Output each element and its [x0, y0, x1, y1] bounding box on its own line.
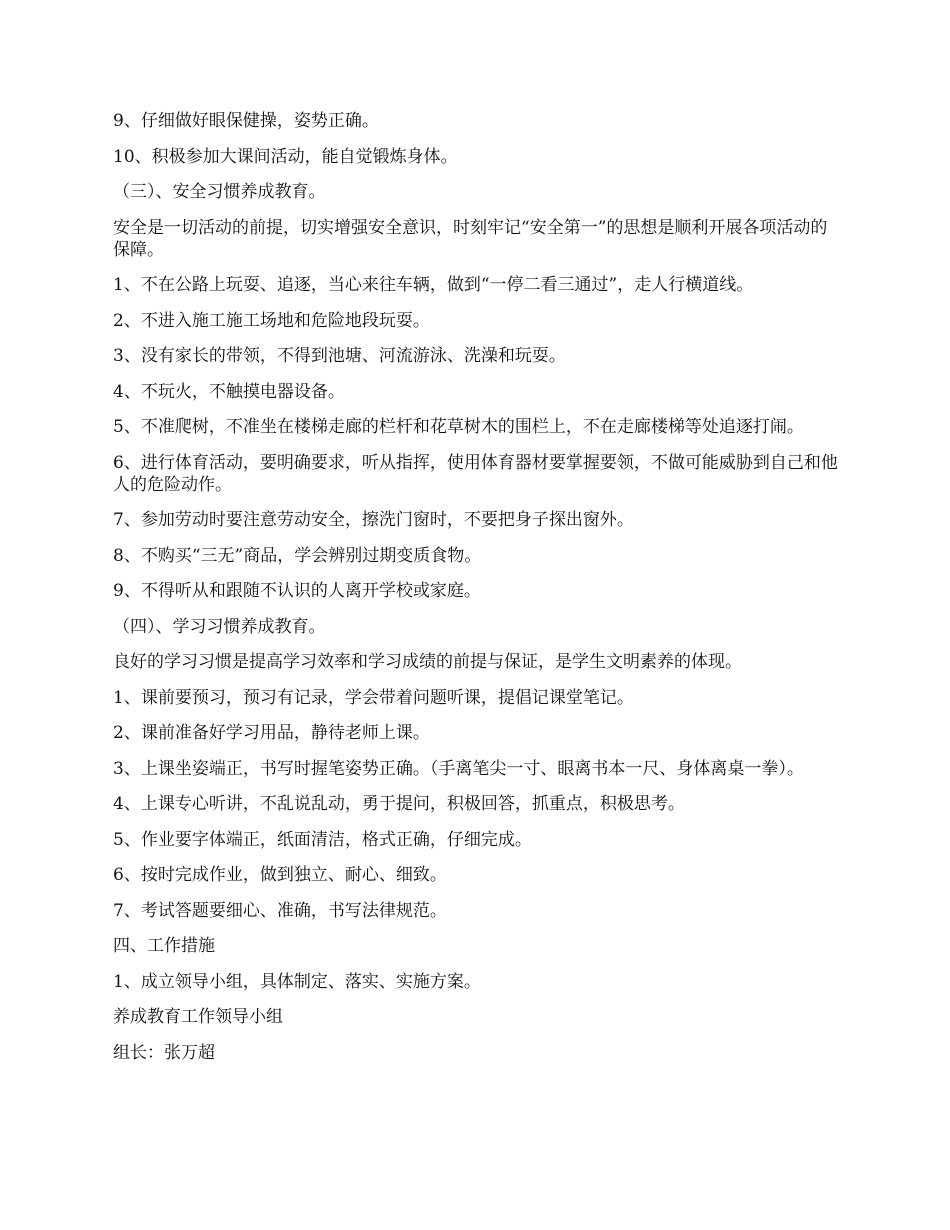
list-item-posture: 3、上课坐姿端正，书写时握笔姿势正确。（手离笔尖一寸、眼离书本一尺、身体离桌一拳）。 — [113, 758, 804, 779]
list-item-fire-electricity: 4、不玩火，不触摸电器设备。 — [113, 381, 345, 402]
list-item-prepare-supplies: 2、课前准备好学习用品，静待老师上课。 — [113, 723, 430, 743]
list-item-exam: 7、考试答题要细心、准确，书写法律规范。 — [113, 900, 447, 921]
list-item-preview: 1、课前要预习，预习有记录，学会带着问题听课，提倡记课堂笔记。 — [113, 687, 634, 708]
list-item-listen: 4、上课专心听讲，不乱说乱动，勇于提问，积极回答，抓重点，积极思考。 — [113, 794, 685, 814]
group-leader-line: 组长：张万超 — [113, 1042, 215, 1063]
study-intro-paragraph: 良好的学习习惯是提高学习效率和学习成绩的前提与保证，是学生文明素养的体现。 — [113, 652, 742, 672]
list-item-sports-safety: 6、进行体育活动，要明确要求，听从指挥，使用体育器材要掌握要领，不做可能威胁到自己和他人的危险动作。 — [113, 452, 838, 495]
list-item-climbing: 5、不准爬树，不准坐在楼梯走廊的栏杆和花草树木的围栏上，不在走廊楼梯等处追逐打闹。 — [113, 417, 804, 437]
document-body — [113, 110, 838, 1077]
list-item-homework-neat: 5、作业要字体端正，纸面清洁，格式正确，仔细完成。 — [113, 829, 532, 850]
list-item-construction-site: 2、不进入施工施工场地和危险地段玩耍。 — [113, 310, 430, 331]
section-heading-study: （四）、学习习惯养成教育。 — [113, 616, 326, 637]
section-heading-measures: 四、工作措施 — [113, 936, 215, 956]
list-item-food-safety: 8、不购买“三无”商品，学会辨别过期变质食物。 — [113, 545, 482, 566]
list-item-leadership-group: 1、成立领导小组，具体制定、落实、实施方案。 — [113, 971, 481, 992]
list-item-strangers: 9、不得听从和跟随不认识的人离开学校或家庭。 — [113, 581, 481, 601]
list-item-road-safety: 1、不在公路上玩耍、追逐，当心来往车辆，做到“一停二看三通过”，走人行横道线。 — [113, 275, 754, 295]
list-item-labor-safety: 7、参加劳动时要注意劳动安全，擦洗门窗时，不要把身子探出窗外。 — [113, 510, 634, 530]
list-item-eye-exercise: 9、仔细做好眼保健操，姿势正确。 — [113, 111, 379, 131]
list-item-homework-timely: 6、按时完成作业，做到独立、耐心、细致。 — [113, 865, 447, 885]
section-heading-safety: （三）、安全习惯养成教育。 — [113, 182, 326, 202]
list-item-recess-activity: 10、积极参加大课间活动，能自觉锻炼身体。 — [113, 146, 458, 167]
safety-intro-paragraph: 安全是一切活动的前提，切实增强安全意识，时刻牢记“安全第一”的思想是顺利开展各项活动的保障。 — [113, 217, 828, 260]
leadership-group-title: 养成教育工作领导小组 — [113, 1007, 283, 1027]
list-item-swimming: 3、没有家长的带领，不得到池塘、河流游泳、洗澡和玩耍。 — [113, 346, 566, 366]
